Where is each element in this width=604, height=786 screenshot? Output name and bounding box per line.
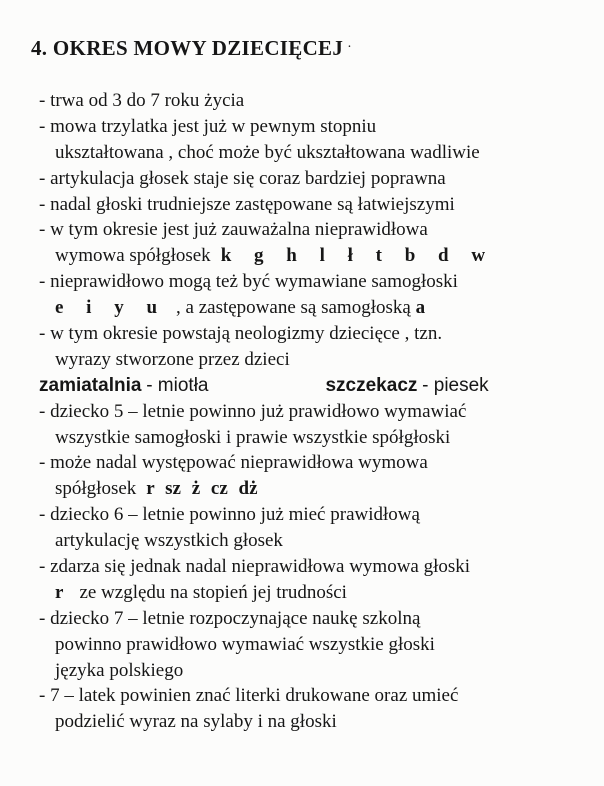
list-item: - mowa trzylatka jest już w pewnym stopniu	[39, 115, 377, 137]
section-heading	[31, 36, 352, 61]
list-item-continuation: powinno prawidłowo wymawiać wszystkie głoski	[55, 633, 435, 655]
list-item: - dziecko 5 – letnie powinno już prawidłowo wymawiać	[39, 400, 467, 422]
list-item: - może nadal występować nieprawidłowa wymowa	[39, 452, 428, 474]
list-item: - dziecko 6 – letnie powinno już mieć prawidłową	[39, 504, 420, 526]
list-item-continuation: podzielić wyraz na sylaby i na głoski	[55, 711, 337, 733]
vowel-letters: e i y u	[55, 297, 167, 319]
consonant-letters: k g h l ł t b d w	[220, 245, 495, 267]
list-item: - nadal głoski trudniejsze zastępowane są łatwiejszymi	[39, 193, 455, 215]
list-item-continuation	[39, 476, 594, 502]
section-number: 4.	[31, 36, 48, 60]
neologism-word: szczekacz	[325, 374, 418, 396]
list-item-continuation: języka polskiego	[55, 659, 184, 681]
neologism-word: zamiatalnia	[39, 374, 142, 396]
list-item-continuation: wyrazy stworzone przez dzieci	[55, 348, 290, 370]
list-item: - trwa od 3 do 7 roku życia	[39, 90, 245, 111]
list-item-continuation	[39, 243, 594, 269]
list-item: - w tym okresie powstają neologizmy dziecięce , tzn.	[39, 323, 443, 345]
list-item-continuation	[39, 580, 594, 606]
consonant-letters: r sz ż cz dż	[146, 478, 258, 500]
sound-letter: r	[55, 581, 64, 603]
list-item: - dziecko 7 – letnie rozpoczynające naukę szkolną	[39, 607, 421, 629]
list-item: - zdarza się jednak nadal nieprawidłowa wymowa głoski	[39, 556, 471, 578]
consonants-label: spółgłosek	[55, 478, 137, 500]
list-item: - nieprawidłowo mogą też być wymawiane samogłoski	[39, 271, 458, 293]
list-item-continuation: artykulację wszystkich głosek	[55, 530, 283, 552]
list-item: - artykulacja głosek staje się coraz bardziej poprawna	[39, 167, 446, 189]
neologism-meaning: - miotła	[146, 374, 209, 396]
neologism-meaning: - piesek	[422, 374, 489, 396]
list-item-continuation: ukształtowana , choć może być ukształtowana wadliwie	[55, 141, 480, 163]
replacement-vowel: a	[415, 297, 426, 319]
vowel-replacement-text: , a zastępowane są samogłoską	[176, 297, 411, 319]
stray-mark: ·	[347, 40, 353, 55]
consonants-label: wymowa spółgłosek	[55, 245, 211, 267]
section-title: OKRES MOWY DZIECIĘCEJ	[52, 36, 344, 60]
list-item: - 7 – latek powinien znać literki drukowane oraz umieć	[39, 685, 459, 707]
list-item-continuation	[39, 295, 594, 321]
list-item-continuation: wszystkie samogłoski i prawie wszystkie spółgłoski	[55, 426, 451, 448]
list-item: - w tym okresie jest już zauważalna nieprawidłowa	[39, 219, 428, 241]
difficulty-text: ze względu na stopień jej trudności	[79, 581, 347, 603]
neologism-examples	[39, 373, 594, 399]
bullet-list	[39, 88, 594, 735]
